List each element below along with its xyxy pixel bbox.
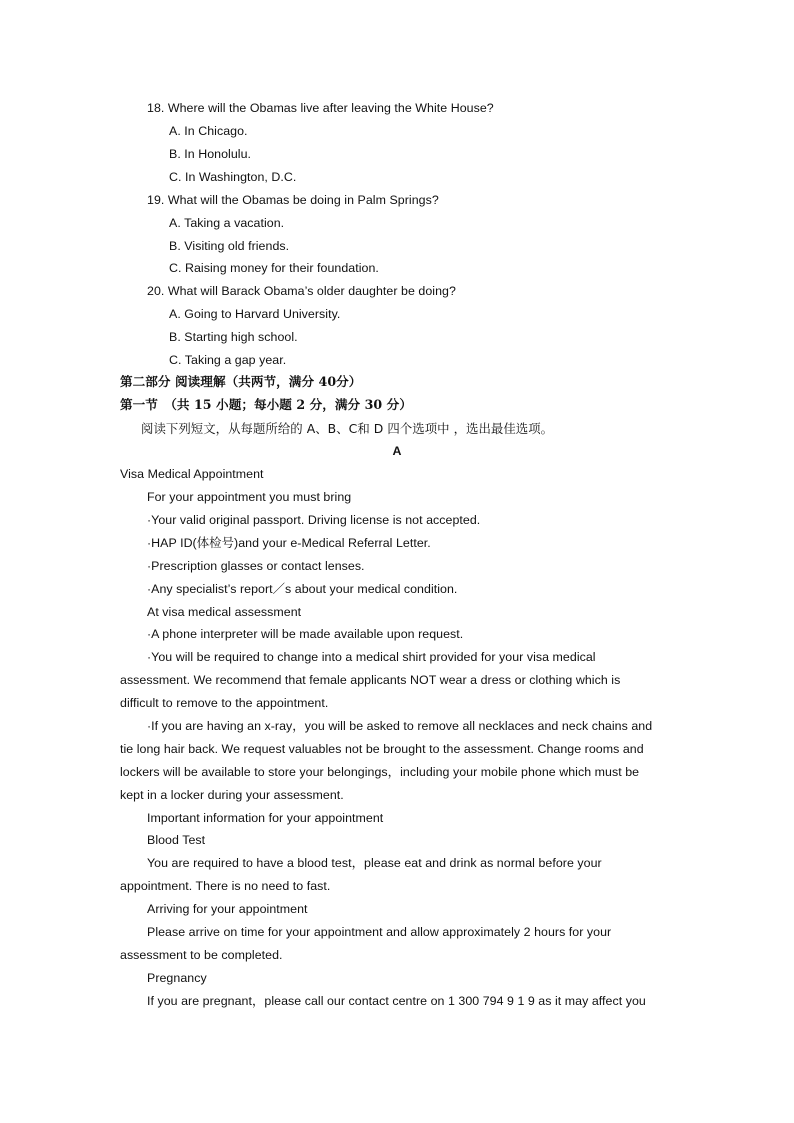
option-18-b: B. In Honolulu.: [169, 147, 252, 161]
blood-paragraph-line: You are required to have a blood test，please eat and drink as normal before your: [147, 856, 602, 870]
question-20: 20. What will Barack Obama’s older daughter be doing?: [147, 284, 456, 298]
question-19: 19. What will the Obamas be doing in Palm Springs?: [147, 193, 439, 207]
reading-instruction: 阅读下列短文，从每题所给的 A、B、C和 D 四个选项中 ，选出最佳选项。: [141, 421, 554, 436]
passage-letter: A: [392, 444, 402, 458]
option-19-a: A. Taking a vacation.: [169, 216, 285, 230]
shirt-paragraph-line: ·You will be required to change into a medical shirt provided for your visa medical: [147, 650, 596, 664]
option-20-c: C. Taking a gap year.: [169, 353, 287, 367]
option-20-b: B. Starting high school.: [169, 330, 298, 344]
bring-item: ·Any specialist’s report／s about your medical condition.: [147, 582, 458, 596]
bring-item: ·HAP ID(体检号)and your e-Medical Referral Letter.: [147, 536, 431, 550]
xray-paragraph-line: ·If you are having an x-ray，you will be asked to remove all necklaces and neck chains and: [147, 719, 653, 733]
question-18: 18. Where will the Obamas live after leaving the White House?: [147, 101, 494, 115]
option-18-a: A. In Chicago.: [169, 124, 248, 138]
xray-paragraph-line: lockers will be available to store your belongings，including your mobile phone which must be: [120, 765, 640, 779]
arriving-heading: Arriving for your appointment: [147, 902, 308, 916]
blood-paragraph-line: appointment. There is no need to fast.: [120, 879, 331, 893]
xray-paragraph-line: kept in a locker during your assessment.: [120, 788, 344, 802]
arriving-paragraph-line: assessment to be completed.: [120, 948, 283, 962]
shirt-paragraph-line: difficult to remove to the appointment.: [120, 696, 329, 710]
pregnancy-heading: Pregnancy: [147, 971, 207, 985]
xray-paragraph-line: tie long hair back. We request valuables not be brought to the assessment. Change rooms and: [120, 742, 644, 756]
assessment-heading: At visa medical assessment: [147, 605, 302, 619]
shirt-paragraph-line: assessment. We recommend that female applicants NOT wear a dress or clothing which is: [120, 673, 621, 687]
option-19-b: B. Visiting old friends.: [169, 239, 290, 253]
option-20-a: A. Going to Harvard University.: [169, 307, 341, 321]
interpreter-note: ·A phone interpreter will be made available upon request.: [147, 627, 464, 641]
bring-item: ·Your valid original passport. Driving license is not accepted.: [147, 513, 481, 527]
pregnancy-paragraph-line: If you are pregnant，please call our contact centre on 1 300 794 9 1 9 as it may affect you: [147, 994, 646, 1008]
option-18-c: C. In Washington, D.C.: [169, 170, 297, 184]
part-title: 第二部分 阅读理解（共两节，满分 40分）: [120, 374, 362, 389]
arriving-paragraph-line: Please arrive on time for your appointment and allow approximately 2 hours for your: [147, 925, 612, 939]
blood-heading: Blood Test: [147, 833, 206, 847]
important-heading: Important information for your appointment: [147, 811, 384, 825]
bring-item: ·Prescription glasses or contact lenses.: [147, 559, 365, 573]
option-19-c: C. Raising money for their foundation.: [169, 261, 379, 275]
subsection-title: 第一节 （共 15 小题；每小题 2 分，满分 30 分）: [120, 397, 412, 412]
bring-heading: For your appointment you must bring: [147, 490, 352, 504]
passage-title: Visa Medical Appointment: [120, 467, 264, 481]
